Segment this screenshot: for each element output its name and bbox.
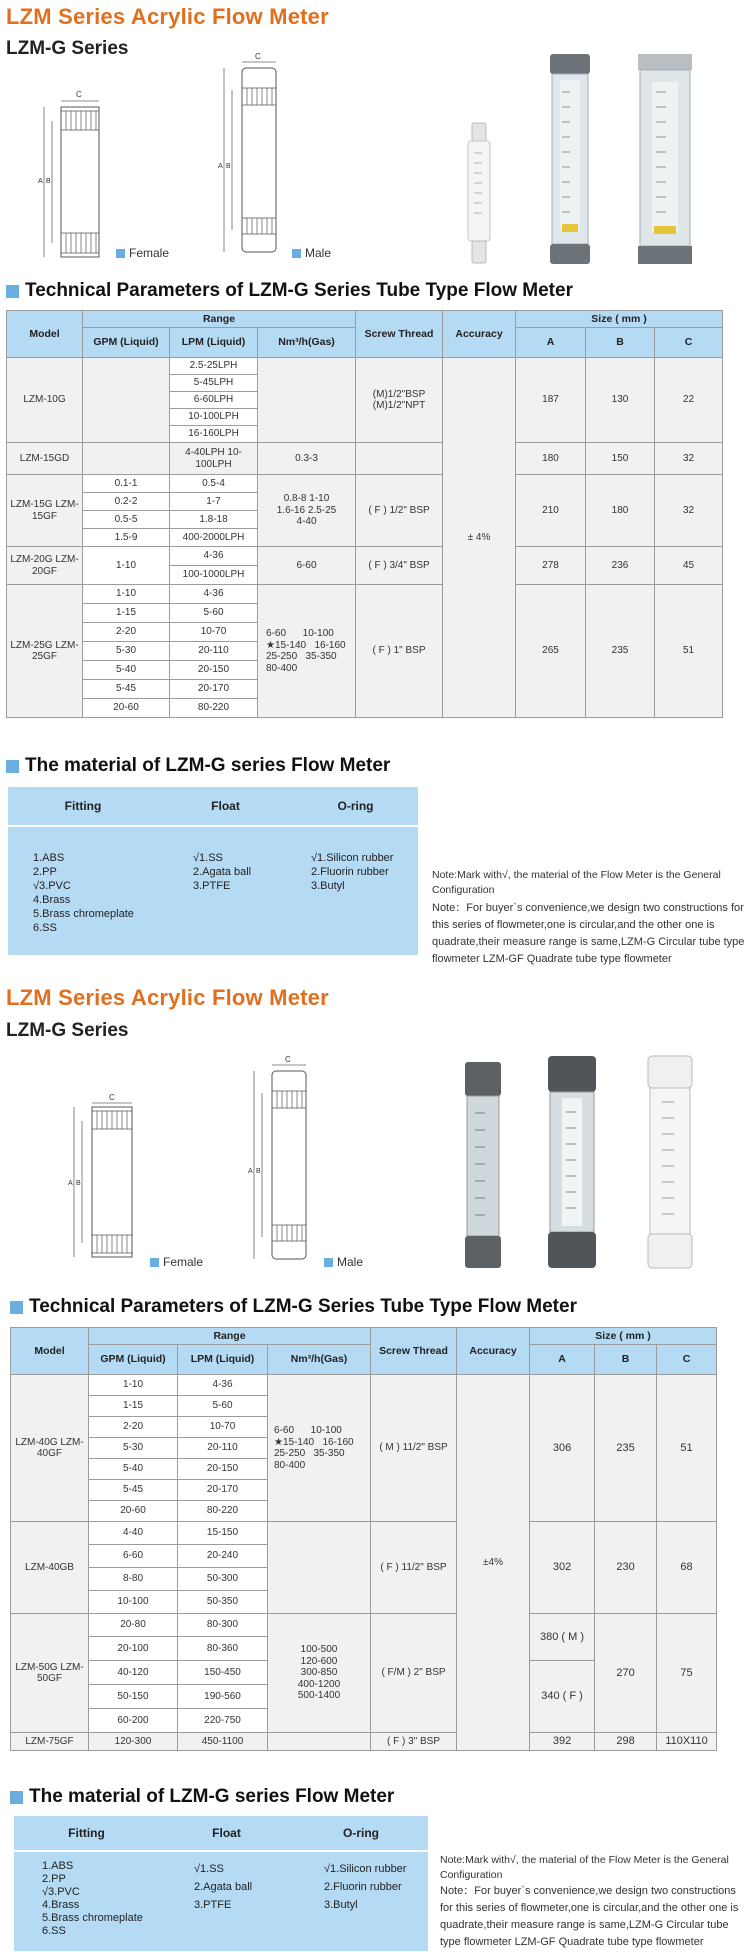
svg-text:B: B [256, 1168, 261, 1175]
series-subtitle: LZM-G Series [6, 38, 129, 59]
dark-flowmeter-photo [455, 1058, 510, 1273]
female-label: Female [116, 246, 169, 260]
material-box-1: Fitting Float O-ring 1.ABS 2.PP √3.PVC 4.Brass 5.Brass chromeplate 6.SS √1.SS 2.Agata ball 3.PTFE √1.Silicon rubber 2.Fluorin rubber 3.Butyl [8, 787, 418, 955]
material-section-title: The material of LZM-G series Flow Meter [6, 755, 390, 777]
svg-text:A: A [248, 1168, 253, 1175]
params-table-1: Model Range Screw Thread Accuracy Size ( mm ) GPM (Liquid) LPM (Liquid) Nm³/h(Gas) A B C LZM-10G 2.5-25LPH (M)1/2"BSP (M)1/2"NPT ± 4% 187 130 22 5-45LPH 6-60LPH 10-100LPH 16-160LPH LZM-15GD 4-40LPH 10-100LPH 0.3-3 180 150 32 LZM-15G LZM-15GF 0.1-1 0.5-4 0.8-8 1-10 1.6-16 2.5-25 4-40 ( F ) 1/2" BSP 210 180 32 0.2-2 1-7 0.5-5 1.8-18 1.5-9 400-2000LPH LZM-20G LZM-20GF 1-10 4-36 6-60 ( F ) 3/4" BSP 278 236 45 100-1000LPH LZM-25G LZM-25GF 1-10 4-36 6-60 10-100 ★15-140 16-160 25-250 35-350 80-400 ( F ) 1" BSP 265 235 51 1-15 5-60 2-20 10-70 5-30 20-110 5-40 20-150 5-45 20-170 20-60 80-220 [6, 310, 723, 718]
male-label: Male [292, 246, 331, 260]
note-convenience-2: Note：For buyer`s convenience,we design two constructions for this series of flowmeter,one is circular,and the other one is quadrate,their measure range is same,LZM-G Circular tube type flowmeter LZM-GF Quadrate tube type flowmeter [440, 1885, 739, 1948]
male-dimension-diagram-2 [240, 1055, 320, 1265]
male-dimension-diagram [210, 50, 290, 260]
series-subtitle-2: LZM-G Series [6, 1020, 129, 1041]
page-title: LZM Series Acrylic Flow Meter [6, 4, 329, 29]
svg-text:A: A [218, 163, 223, 170]
svg-text:C: C [285, 1055, 291, 1064]
round-flowmeter-photo [540, 52, 600, 267]
female-dimension-diagram [36, 85, 116, 260]
svg-text:A: A [68, 1180, 73, 1187]
svg-text:A: A [38, 178, 43, 185]
dark-flowmeter-photo-2 [540, 1052, 605, 1274]
small-flowmeter-photo [460, 118, 500, 268]
female-label-2: Female [150, 1255, 203, 1269]
note-convenience-1: Note：For buyer`s convenience,we design two constructions for this series of flowmeter,one is circular,and the other one is quadrate,their measure range is same,LZM-G Circular tube type flowmeter LZM-GF Quadrate tube type flowmeter [432, 902, 745, 965]
male-label-2: Male [324, 1255, 363, 1269]
note-mark-2: Note:Mark with√, the material of the Flow Meter is the General Configuration [440, 1854, 729, 1881]
female-dimension-diagram-2 [66, 1093, 146, 1263]
params-table-2: Model Range Screw Thread Accuracy Size ( mm ) GPM (Liquid) LPM (Liquid) Nm³/h(Gas) A B C LZM-40G LZM-40GF 1-10 4-36 6-60 10-100 ★15-140 16-160 25-250 35-350 80-400 ( M ) 11/2" BSP ±4% 306 235 51 1-15 5-60 2-20 10-70 5-30 20-110 5-40 20-150 5-45 20-170 20-60 80-220 LZM-40GB 4-40 15-150 ( F ) 11/2" BSP 302 230 68 6-60 20-240 8-80 50-300 10-100 50-350 LZM-50G LZM-50GF 20-80 80-300 100-500 120-600 300-850 400-1200 500-1400 ( F/M ) 2" BSP 380 ( M ) 270 75 20-100 80-360 40-120 150-450 340 ( F ) 50-150 190-560 60-200 220-750 LZM-75GF 120-300 450-1100 ( F ) 3" BSP 392 298 110X110 [10, 1327, 717, 1751]
svg-text:B: B [76, 1180, 81, 1187]
params-section-title: Technical Parameters of LZM-G Series Tube Type Flow Meter [6, 280, 573, 302]
note-mark-1: Note:Mark with√, the material of the Flow Meter is the General Configuration [432, 869, 721, 896]
svg-text:B: B [46, 178, 51, 185]
svg-text:C: C [109, 1093, 115, 1102]
svg-text:B: B [226, 163, 231, 170]
page-title-2: LZM Series Acrylic Flow Meter [6, 985, 329, 1010]
dim-c-label: C [76, 90, 82, 99]
material-section-title-2: The material of LZM-G series Flow Meter [10, 1786, 394, 1808]
material-box-2: Fitting Float O-ring 1.ABS 2.PP √3.PVC 4.Brass 5.Brass chromeplate 6.SS √1.SS 2.Agata ball 3.PTFE √1.Silicon rubber 2.Fluorin rubber 3.Butyl [14, 1816, 428, 1951]
svg-text:C: C [255, 52, 261, 61]
square-flowmeter-photo [630, 52, 700, 267]
params-section-title-2: Technical Parameters of LZM-G Series Tube Type Flow Meter [10, 1296, 577, 1318]
white-flowmeter-photo [640, 1052, 700, 1274]
